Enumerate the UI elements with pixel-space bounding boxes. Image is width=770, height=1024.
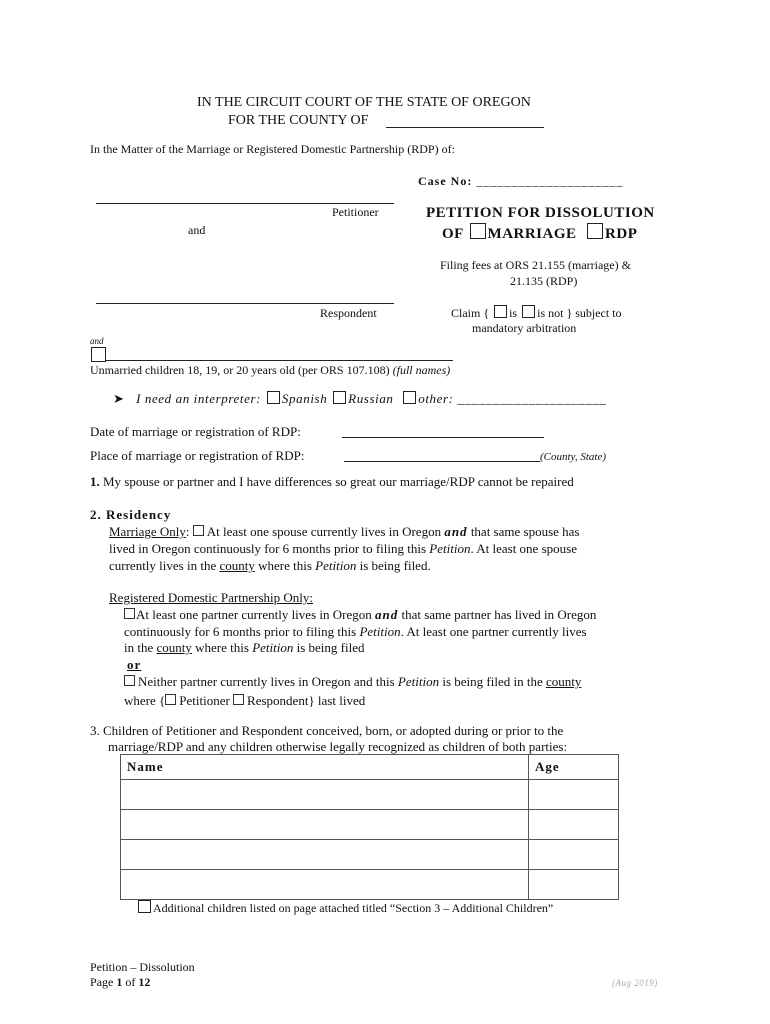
children-section-line2: marriage/RDP and any children otherwise legally recognized as children of both parties: [108,739,568,754]
respondent-label: Respondent [320,306,377,320]
footer-title: Petition – Dissolution [90,960,195,974]
children-and-label: and [90,336,104,346]
rdp-label: RDP [605,226,638,242]
marriage-label: MARRIAGE [487,226,577,242]
children-note: (full names) [392,363,451,377]
petition-title: PETITION FOR DISSOLUTION [426,205,655,221]
spanish-checkbox[interactable] [267,391,280,404]
additional-children-label: Additional children listed on page attached titled “Section 3 – Additional Children” [153,901,554,915]
marriage-only-line2: lived in Oregon continuously for 6 months prior to filing this Petition. At least one spouse [109,541,577,556]
marriage-only-line1: Marriage Only: At least one spouse currently lives in Oregon and that same spouse has [109,524,580,539]
place-note: (County, State) [540,451,606,463]
residency-heading: 2. Residency [90,507,172,522]
case-number [418,173,623,189]
claim-line2: mandatory arbitration [472,321,577,335]
russian-checkbox[interactable] [333,391,346,404]
item-1-number: 1. [90,474,100,489]
claim-line [451,305,622,321]
children-text: Unmarried children 18, 19, or 20 years old (per ORS 107.108) [90,363,390,377]
marriage-only-label: Marriage Only [109,524,186,539]
place-field[interactable] [344,461,540,462]
children-checkbox[interactable] [91,347,106,362]
last-lived-petitioner-checkbox[interactable] [165,694,176,705]
interpreter-label: I need an interpreter: [136,391,262,406]
court-heading: IN THE CIRCUIT COURT OF THE STATE OF OREGON [197,95,531,110]
footer-page: Page 1 of 12 [90,975,151,989]
children-label [90,362,450,378]
interpreter-line [113,391,607,407]
revision-date: (Aug 2019) [612,978,658,988]
table-row [121,870,619,900]
rdp-residency-checkbox[interactable] [124,608,135,619]
or-label: or [127,657,142,672]
children-names-field[interactable] [106,360,453,361]
and-label: and [188,223,206,237]
arbitration-is-not-checkbox[interactable] [522,305,535,318]
petitioner-label: Petitioner [332,205,379,219]
additional-children-checkbox[interactable] [138,900,151,913]
table-header [121,755,619,780]
children-section-line1: 3. Children of Petitioner and Respondent conceived, born, or adopted during or prior to the [90,723,564,738]
county-heading [228,113,368,129]
column-name: Name [121,755,529,780]
fees-line1: Filing fees at ORS 21.155 (marriage) & [440,258,631,272]
table-row [121,810,619,840]
table-row [121,840,619,870]
petition-type [442,223,637,242]
child-age-cell[interactable] [529,840,619,870]
child-name-cell[interactable] [121,810,529,840]
other-language-field[interactable]: _____________________ [457,391,607,406]
date-field[interactable] [342,437,544,438]
neither-partner-checkbox[interactable] [124,675,135,686]
is-label: is [509,306,518,320]
rdp-line5: where { Petitioner Respondent} last lived [124,693,366,708]
rdp-line1: At least one partner currently lives in Oregon and that same partner has lived in Oregon [124,607,596,623]
place-label: Place of marriage or registration of RDP: [90,448,305,463]
marriage-checkbox[interactable] [470,223,486,239]
arbitration-is-checkbox[interactable] [494,305,507,318]
column-age: Age [529,755,619,780]
table-row [121,780,619,810]
russian-label: Russian [348,391,394,406]
fees-line2: 21.135 (RDP) [510,274,578,288]
case-no-label: Case No: [418,174,473,188]
arrow-bullet-icon: ➤ [113,391,125,406]
spanish-label: Spanish [281,391,328,406]
matter-text: In the Matter of the Marriage or Registered Domestic Partnership (RDP) of: [90,142,455,156]
rdp-line3: in the county where this Petition is being filed [124,640,365,655]
child-name-cell[interactable] [121,780,529,810]
child-age-cell[interactable] [529,870,619,900]
respondent-name-field[interactable] [96,303,394,304]
marriage-only-line3: currently lives in the county where this Petition is being filed. [109,558,431,573]
of-label: OF [442,226,464,242]
child-name-cell[interactable] [121,870,529,900]
case-no-field[interactable]: _____________________ [476,174,624,188]
other-checkbox[interactable] [403,391,416,404]
child-name-cell[interactable] [121,840,529,870]
rdp-line2: continuously for 6 months prior to filing this Petition. At least one partner currently lives [124,624,587,639]
child-age-cell[interactable] [529,810,619,840]
rdp-only-label: Registered Domestic Partnership Only: [109,590,313,605]
marriage-residency-checkbox[interactable] [193,525,204,536]
child-age-cell[interactable] [529,780,619,810]
children-table [120,754,619,900]
rdp-line4: Neither partner currently lives in Oregon and this Petition is being filed in the county [124,674,581,690]
rdp-checkbox[interactable] [587,223,603,239]
county-label: FOR THE COUNTY OF [228,113,369,128]
is-not-label: is not } subject to [537,306,622,320]
item-1-text: My spouse or partner and I have differences so great our marriage/RDP cannot be repaired [103,474,574,489]
last-lived-respondent-checkbox[interactable] [233,694,244,705]
item-1 [90,474,574,490]
other-label: other: [418,391,454,406]
county-field[interactable] [386,127,544,128]
additional-children [136,900,553,916]
date-label: Date of marriage or registration of RDP: [90,424,301,439]
claim-prefix: Claim { [451,306,490,320]
